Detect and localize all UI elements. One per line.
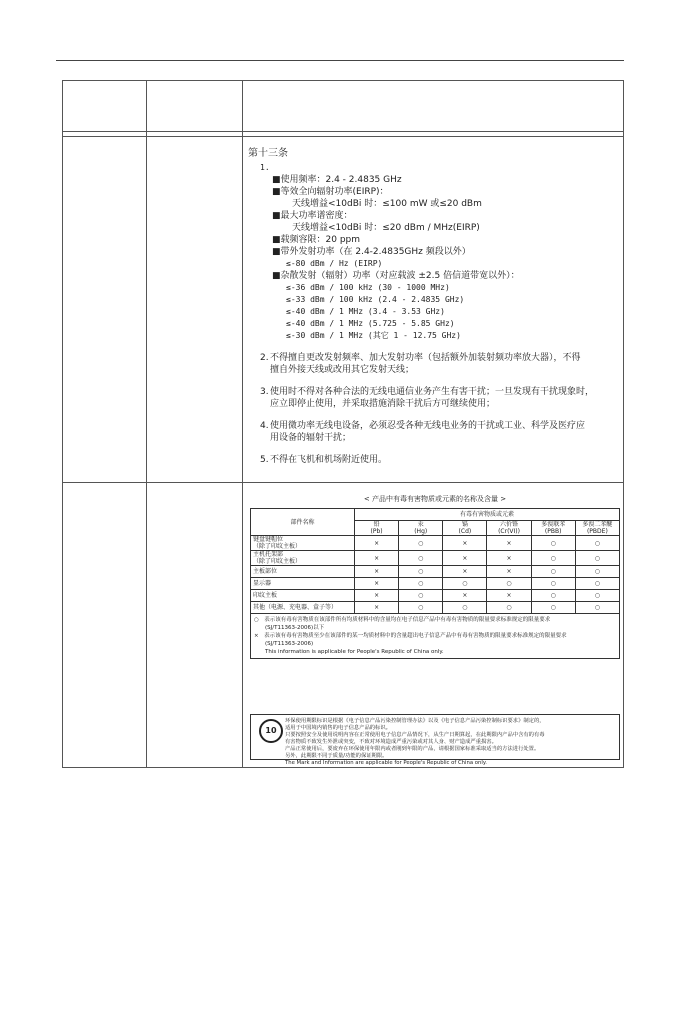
note-circle: ○ 表示该有毒有害物质在该部件所有均质材料中的含量均在电子信息产品中有毒有害物质的限量要求标准规定的限量要求 [254, 617, 551, 623]
part-name-line: （除了印纹主板） [253, 558, 302, 565]
substance-mark: ○ [487, 578, 531, 590]
hazardous-substance-table [250, 494, 620, 659]
spec-item: ■等效全向辐射功率(EIRP)： [272, 187, 389, 197]
part-name-line: （除了印纹主板） [253, 543, 302, 550]
paragraph-text: 使用时不得对各种合法的无线电通信业务产生有害干扰；一旦发现有干扰现象时， [270, 387, 595, 397]
substance-mark: × [487, 590, 531, 602]
substance-column-header [487, 521, 531, 536]
spec-item: ■带外发射功率（在 2.4-2.4835GHz 频段以外） [272, 247, 471, 257]
spec-detail: ≤-40 dBm / 1 MHz (3.4 - 3.53 GHz) [286, 307, 445, 316]
substance-name: 铅 [373, 521, 380, 528]
part-name [251, 578, 355, 590]
part-name-line: 主板部位 [253, 568, 278, 575]
substance-mark: ○ [531, 578, 575, 590]
substance-name: 镉 [461, 521, 468, 528]
table-border-left [62, 80, 63, 768]
paragraph-number: 5. [260, 455, 269, 465]
substance-mark: × [355, 602, 399, 614]
substance-mark: ○ [575, 590, 619, 602]
paragraph-line [260, 386, 620, 398]
substance-column-header [399, 521, 443, 536]
environment-notice-line: 环保使用期限标识是根据《电子信息产品污染控制管理办法》以及《电子信息产品污染控制标识要求》制定的， [285, 718, 545, 724]
table-border-right [623, 80, 624, 768]
part-name [251, 566, 355, 578]
paragraph-text: 不得擅自更改发射频率、加大发射功率（包括额外加装射频功率放大器），不得 [270, 353, 581, 363]
paragraph-line [260, 454, 620, 466]
spec-item: ■使用频率：2.4 - 2.4835 GHz [272, 175, 402, 185]
epup-10-logo-icon: 10 [259, 719, 283, 743]
spec-item: ■最大功率谱密度： [272, 211, 353, 221]
part-name [251, 590, 355, 602]
environment-notice-text [285, 718, 615, 767]
spec-list [248, 174, 620, 342]
part-name-line: 键盘键帽位 [253, 536, 284, 543]
substance-symbol: (Pb) [370, 528, 383, 535]
part-name-line: 印纹主板 [253, 592, 278, 599]
environment-notice-line: 另外，此期限不同于质量/功能的保证期限。 [285, 753, 388, 759]
environment-notice-line: 产品正常使用后，要废弃在环保使用年限内或者刚到年限的产品，请根据国家标准采取适当的方法进行处置。 [285, 746, 540, 752]
substance-symbol: (PBDE) [586, 528, 608, 535]
substance-mark: × [443, 536, 487, 551]
header-rule [56, 60, 624, 61]
table-row [251, 551, 620, 566]
article-title: 第十三条 [248, 148, 288, 159]
paragraph-line [260, 420, 620, 432]
substance-column-header [355, 521, 399, 536]
paragraph-continuation: 应立即停止使用，并采取措施消除干扰后方可继续使用； [270, 399, 496, 409]
numbered-paragraph [260, 454, 620, 466]
spec-item: ■杂散发射（辐射）功率（对应载波 ±2.5 倍信道带宽以外）： [272, 271, 520, 281]
substance-mark: ○ [487, 602, 531, 614]
environment-notice-line: The Mark and Information are applicable for People's Republic of China only. [285, 760, 487, 766]
substance-mark: × [487, 551, 531, 566]
substance-mark: ○ [531, 602, 575, 614]
substance-mark: ○ [399, 578, 443, 590]
substance-mark: ○ [399, 536, 443, 551]
substance-name: 汞 [417, 521, 424, 528]
substance-symbol: (Hg) [414, 528, 428, 535]
spec-detail: ≤-33 dBm / 100 kHz (2.4 - 2.4835 GHz) [286, 295, 465, 304]
substance-mark: ○ [575, 536, 619, 551]
paragraph-number: 2. [260, 353, 269, 363]
part-header: 部件名称 [251, 509, 355, 536]
substance-mark: × [355, 551, 399, 566]
substance-column-header [443, 521, 487, 536]
substance-mark: ○ [531, 590, 575, 602]
part-name-line: 其他（电源、充电器、盒子等） [253, 604, 338, 611]
note-applicability: This information is applicable for People's Republic of China only. [254, 649, 444, 655]
substance-mark: × [355, 590, 399, 602]
substance-mark: ○ [443, 602, 487, 614]
table-col-rule [242, 80, 243, 768]
spec-detail: 天线增益<10dBi 时：≤100 mW 或≤20 dBm [292, 199, 482, 209]
substance-symbol: (Cr(VI)) [498, 528, 520, 535]
table-row [251, 536, 620, 551]
substance-mark: ○ [531, 551, 575, 566]
substance-mark: ○ [575, 578, 619, 590]
substance-mark: ○ [399, 551, 443, 566]
part-name-line: 显示器 [253, 580, 272, 587]
substance-mark: ○ [531, 536, 575, 551]
substance-column-header [575, 521, 619, 536]
substance-mark: × [355, 566, 399, 578]
table-row [251, 578, 620, 590]
substance-mark: ○ [399, 590, 443, 602]
table-col-rule [146, 80, 147, 768]
spec-item: ■载频容限：20 ppm [272, 235, 361, 245]
item-number: 1. [260, 163, 270, 172]
substance-mark: × [355, 536, 399, 551]
substance-name: 多溴联苯 [541, 521, 566, 528]
group-header: 有毒有害物质或元素 [355, 509, 620, 521]
paragraph-list [248, 352, 620, 466]
substance-mark: ○ [575, 551, 619, 566]
paragraph-text: 不得在飞机和机场附近使用。 [270, 455, 388, 465]
part-name [251, 536, 355, 551]
substance-mark: × [355, 578, 399, 590]
substance-mark: ○ [399, 602, 443, 614]
environment-notice-line: 适用于中国境内销售的电子信息产品的标识。 [285, 725, 391, 731]
spec-detail: 天线增益<10dBi 时：≤20 dBm / MHz(EIRP) [292, 223, 480, 233]
substance-name: 多溴二苯醚 [582, 521, 613, 528]
substance-table [250, 508, 620, 614]
environment-notice-line: 有害物质不致发生外泄或突变，不致对环境造成严重污染或对其人身、财产造成严重损害。 [285, 739, 497, 745]
part-name [251, 551, 355, 566]
part-name-line: 主机托架部 [253, 551, 284, 558]
substance-mark: × [443, 590, 487, 602]
spec-detail: ≤-40 dBm / 1 MHz (5.725 - 5.85 GHz) [286, 319, 455, 328]
substance-mark: ○ [575, 602, 619, 614]
paragraph-line [260, 352, 620, 364]
paragraph-continuation: 用设备的辐射干扰； [270, 433, 352, 443]
substance-mark: ○ [575, 566, 619, 578]
substance-column-header [531, 521, 575, 536]
numbered-paragraph [260, 420, 620, 444]
table-notes [250, 614, 620, 659]
article-content [248, 148, 620, 466]
paragraph-continuation: 擅自外接天线或改用其它发射天线； [270, 365, 415, 375]
table-caption: < 产品中有毒有害物质或元素的名称及含量 > [363, 495, 507, 503]
note-circle-standard: (SJ/T11363-2006)以下 [254, 625, 325, 631]
substance-mark: ○ [399, 566, 443, 578]
spec-detail: ≤-30 dBm / 1 MHz (其它 1 - 12.75 GHz) [286, 331, 461, 340]
table-row [251, 566, 620, 578]
substance-mark: × [487, 566, 531, 578]
paragraph-number: 3. [260, 387, 269, 397]
table-row [251, 602, 620, 614]
paragraph-number: 4. [260, 421, 269, 431]
substance-mark: ○ [531, 566, 575, 578]
numbered-paragraph [260, 352, 620, 376]
spec-detail: ≤-80 dBm / Hz (EIRP) [286, 259, 383, 268]
substance-mark: × [443, 551, 487, 566]
note-cross-standard: (SJ/T11363-2006) [254, 641, 314, 647]
table-row [251, 590, 620, 602]
part-name [251, 602, 355, 614]
numbered-paragraph [260, 386, 620, 410]
paragraph-text: 使用微功率无线电设备，必须忍受各种无线电业务的干扰或工业、科学及医疗应 [270, 421, 586, 431]
note-cross: × 表示该有毒有害物质至少在该部件的某一均质材料中的含量超出电子信息产品中有毒有害物质的限量要求标准规定的限量要求 [254, 633, 567, 639]
environment-notice-line: 只要按照安全及使用说明内容在正常使用电子信息产品情况下，从生产日期算起，在此期限内产品中含有的有毒 [285, 732, 545, 738]
substance-symbol: (PBB) [544, 528, 562, 535]
substance-mark: ○ [443, 578, 487, 590]
environment-notice [250, 714, 620, 766]
substance-mark: × [487, 536, 531, 551]
substance-mark: × [443, 566, 487, 578]
spec-detail: ≤-36 dBm / 100 kHz (30 - 1000 MHz) [286, 283, 450, 292]
substance-name: 六价铬 [500, 521, 519, 528]
substance-symbol: (Cd) [458, 528, 472, 535]
